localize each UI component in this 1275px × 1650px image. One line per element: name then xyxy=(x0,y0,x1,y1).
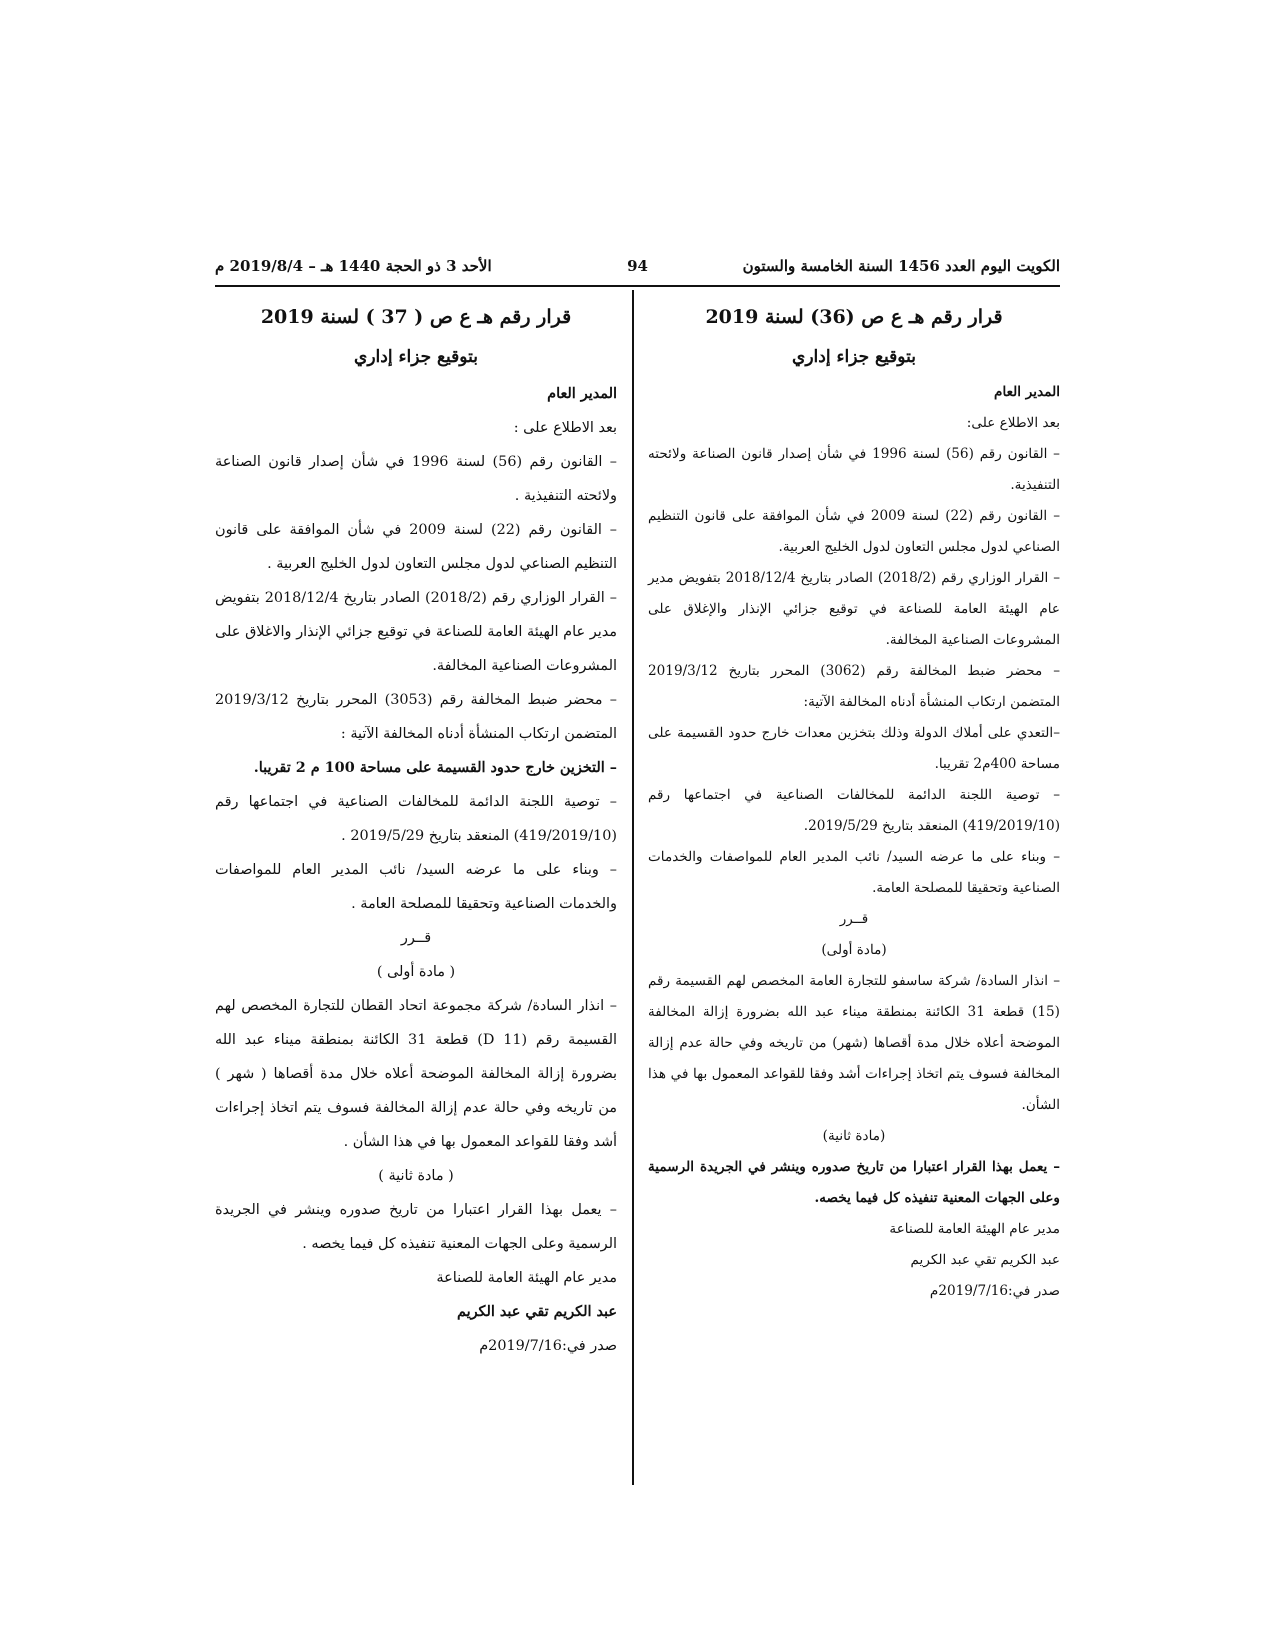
header-divider xyxy=(215,285,1060,287)
decision-36-article-2-heading: (مادة ثانية) xyxy=(822,1128,886,1144)
header-issue-info: الكويت اليوم العدد 1456 السنة الخامسة والستون xyxy=(742,257,1060,275)
decision-36-subtitle: بتوقيع جزاء إداري xyxy=(792,347,916,367)
decision-37-article-1: – انذار السادة/ شركة مجموعة اتحاد القطان للتجارة المخصص لهم القسيمة رقم (D 11) قطعة 31 الكائنة بمنطقة ميناء عبد الله بضرورة إزالة المخالفة الموضحة أعلاه خلال مدة أقصاها ( شهر ) من تاريخه وفي حالة عدم إزالة المخالفة فسوف يتم اتخاذ إجراءات أشد وفقا للقواعد المعمول بها في هذا الشأن . xyxy=(215,998,617,1150)
decision-36-article-1: – انذار السادة/ شركة ساسفو للتجارة العامة المخصص لهم القسيمة رقم (15) قطعة 31 الكائنة بمنطقة ميناء عبد الله بضرورة إزالة المخالفة الموضحة أعلاه خلال مدة أقصاها (شهر) من تاريخه وفي حالة عدم إزالة المخالفة فسوف يتم اتخاذ إجراءات أشد وفقا للقواعد المعمول بها في هذا الشأن. xyxy=(648,973,1060,1113)
decision-37-after-review: بعد الاطلاع على : xyxy=(513,420,617,436)
decision-37-signatory-name: عبد الكريم تقي عبد الكريم xyxy=(457,1303,617,1320)
decision-36-column xyxy=(648,297,1060,1307)
decision-36-decided: قــرر xyxy=(839,911,869,927)
decision-37-article-1-heading: ( مادة أولى ) xyxy=(376,964,456,980)
decision-36-article-1-heading: (مادة أولى) xyxy=(821,942,887,958)
decision-37-issued-date: صدر في:2019/7/16م xyxy=(479,1338,617,1354)
decision-37-article-2: – يعمل بهذا القرار اعتبارا من تاريخ صدوره وينشر في الجريدة الرسمية وعلى الجهات المعنية تنفيذه كل فيما يخصه . xyxy=(215,1202,617,1252)
decision-37-title: قرار رقم هـ ع ص ( 37 ) لسنة 2019 xyxy=(260,306,572,328)
header-date: الأحد 3 ذو الحجة 1440 هـ – 2019/8/4 م xyxy=(215,257,492,275)
decision-36-law-56: – القانون رقم (56) لسنة 1996 في شأن إصدار قانون الصناعة ولائحته التنفيذية. xyxy=(648,446,1060,493)
decision-36-signatory-title: مدير عام الهيئة العامة للصناعة xyxy=(889,1221,1060,1237)
decision-37-director: المدير العام xyxy=(547,385,617,402)
decision-37-subtitle: بتوقيع جزاء إداري xyxy=(354,347,478,367)
decision-36-after-review: بعد الاطلاع على: xyxy=(966,415,1060,431)
decision-37-article-2-heading: ( مادة ثانية ) xyxy=(378,1168,454,1184)
decision-36-director: المدير العام xyxy=(994,384,1060,400)
decision-37-violation-report: – محضر ضبط المخالفة رقم (3053) المحرر بتاريخ 2019/3/12 المتضمن ارتكاب المنشأة أدناه المخالفة الآتية : xyxy=(215,692,617,742)
decision-36-violation-report: – محضر ضبط المخالفة رقم (3062) المحرر بتاريخ 2019/3/12 المتضمن ارتكاب المنشأة أدناه المخالفة الآتية: xyxy=(648,663,1060,710)
decision-36-violation: –التعدي على أملاك الدولة وذلك بتخزين معدات خارج حدود القسيمة على مساحة 400م2 تقريبا. xyxy=(648,725,1060,772)
decision-37-law-56: – القانون رقم (56) لسنة 1996 في شأن إصدار قانون الصناعة ولائحته التنفيذية . xyxy=(215,454,617,504)
decision-36-based-on: – وبناء على ما عرضه السيد/ نائب المدير العام للمواصفات والخدمات الصناعية وتحقيقا للمصلحة العامة. xyxy=(648,849,1060,896)
decision-36-issued-date: صدر في:2019/7/16م xyxy=(929,1283,1060,1299)
decision-37-signatory-title: مدير عام الهيئة العامة للصناعة xyxy=(436,1270,617,1286)
page-number: 94 xyxy=(627,257,648,275)
decision-37-column xyxy=(215,297,617,1363)
column-divider xyxy=(632,290,634,1485)
decision-37-based-on: – وبناء على ما عرضه السيد/ نائب المدير العام للمواصفات والخدمات الصناعية وتحقيقا للمصلحة العامة . xyxy=(215,862,617,912)
decision-36-law-22: – القانون رقم (22) لسنة 2009 في شأن الموافقة على قانون التنظيم الصناعي لدول مجلس التعاون لدول الخليج العربية. xyxy=(648,508,1060,555)
decision-36-ministerial-decree: – القرار الوزاري رقم (2018/2) الصادر بتاريخ 2018/12/4 بتفويض مدير عام الهيئة العامة للصناعة في توقيع جزائي الإنذار والإغلاق على المشروعات الصناعية المخالفة. xyxy=(648,570,1060,648)
page-header xyxy=(215,257,1060,283)
decision-36-article-2: – يعمل بهذا القرار اعتبارا من تاريخ صدوره وينشر في الجريدة الرسمية وعلى الجهات المعنية تنفيذه كل فيما يخصه. xyxy=(648,1159,1060,1206)
decision-36-signatory-name: عبد الكريم تقي عبد الكريم xyxy=(910,1252,1060,1268)
decision-36-title: قرار رقم هـ ع ص (36) لسنة 2019 xyxy=(705,306,1003,328)
decision-37-ministerial-decree: – القرار الوزاري رقم (2018/2) الصادر بتاريخ 2018/12/4 بتفويض مدير عام الهيئة العامة للصناعة في توقيع جزائي الإنذار والاغلاق على المشروعات الصناعية المخالفة. xyxy=(215,590,617,674)
decision-36-committee: – توصية اللجنة الدائمة للمخالفات الصناعية في اجتماعها رقم (419/2019/10) المنعقد بتاريخ 2019/5/29. xyxy=(648,787,1060,834)
decision-37-committee: – توصية اللجنة الدائمة للمخالفات الصناعية في اجتماعها رقم (419/2019/10) المنعقد بتاريخ 2019/5/29 . xyxy=(215,794,617,844)
decision-37-violation: – التخزين خارج حدود القسيمة على مساحة 100 م 2 تقريبا. xyxy=(253,759,617,776)
decision-37-law-22: – القانون رقم (22) لسنة 2009 في شأن الموافقة على قانون التنظيم الصناعي لدول مجلس التعاون لدول الخليج العربية . xyxy=(215,522,618,572)
decision-37-decided: قــرر xyxy=(400,930,432,946)
